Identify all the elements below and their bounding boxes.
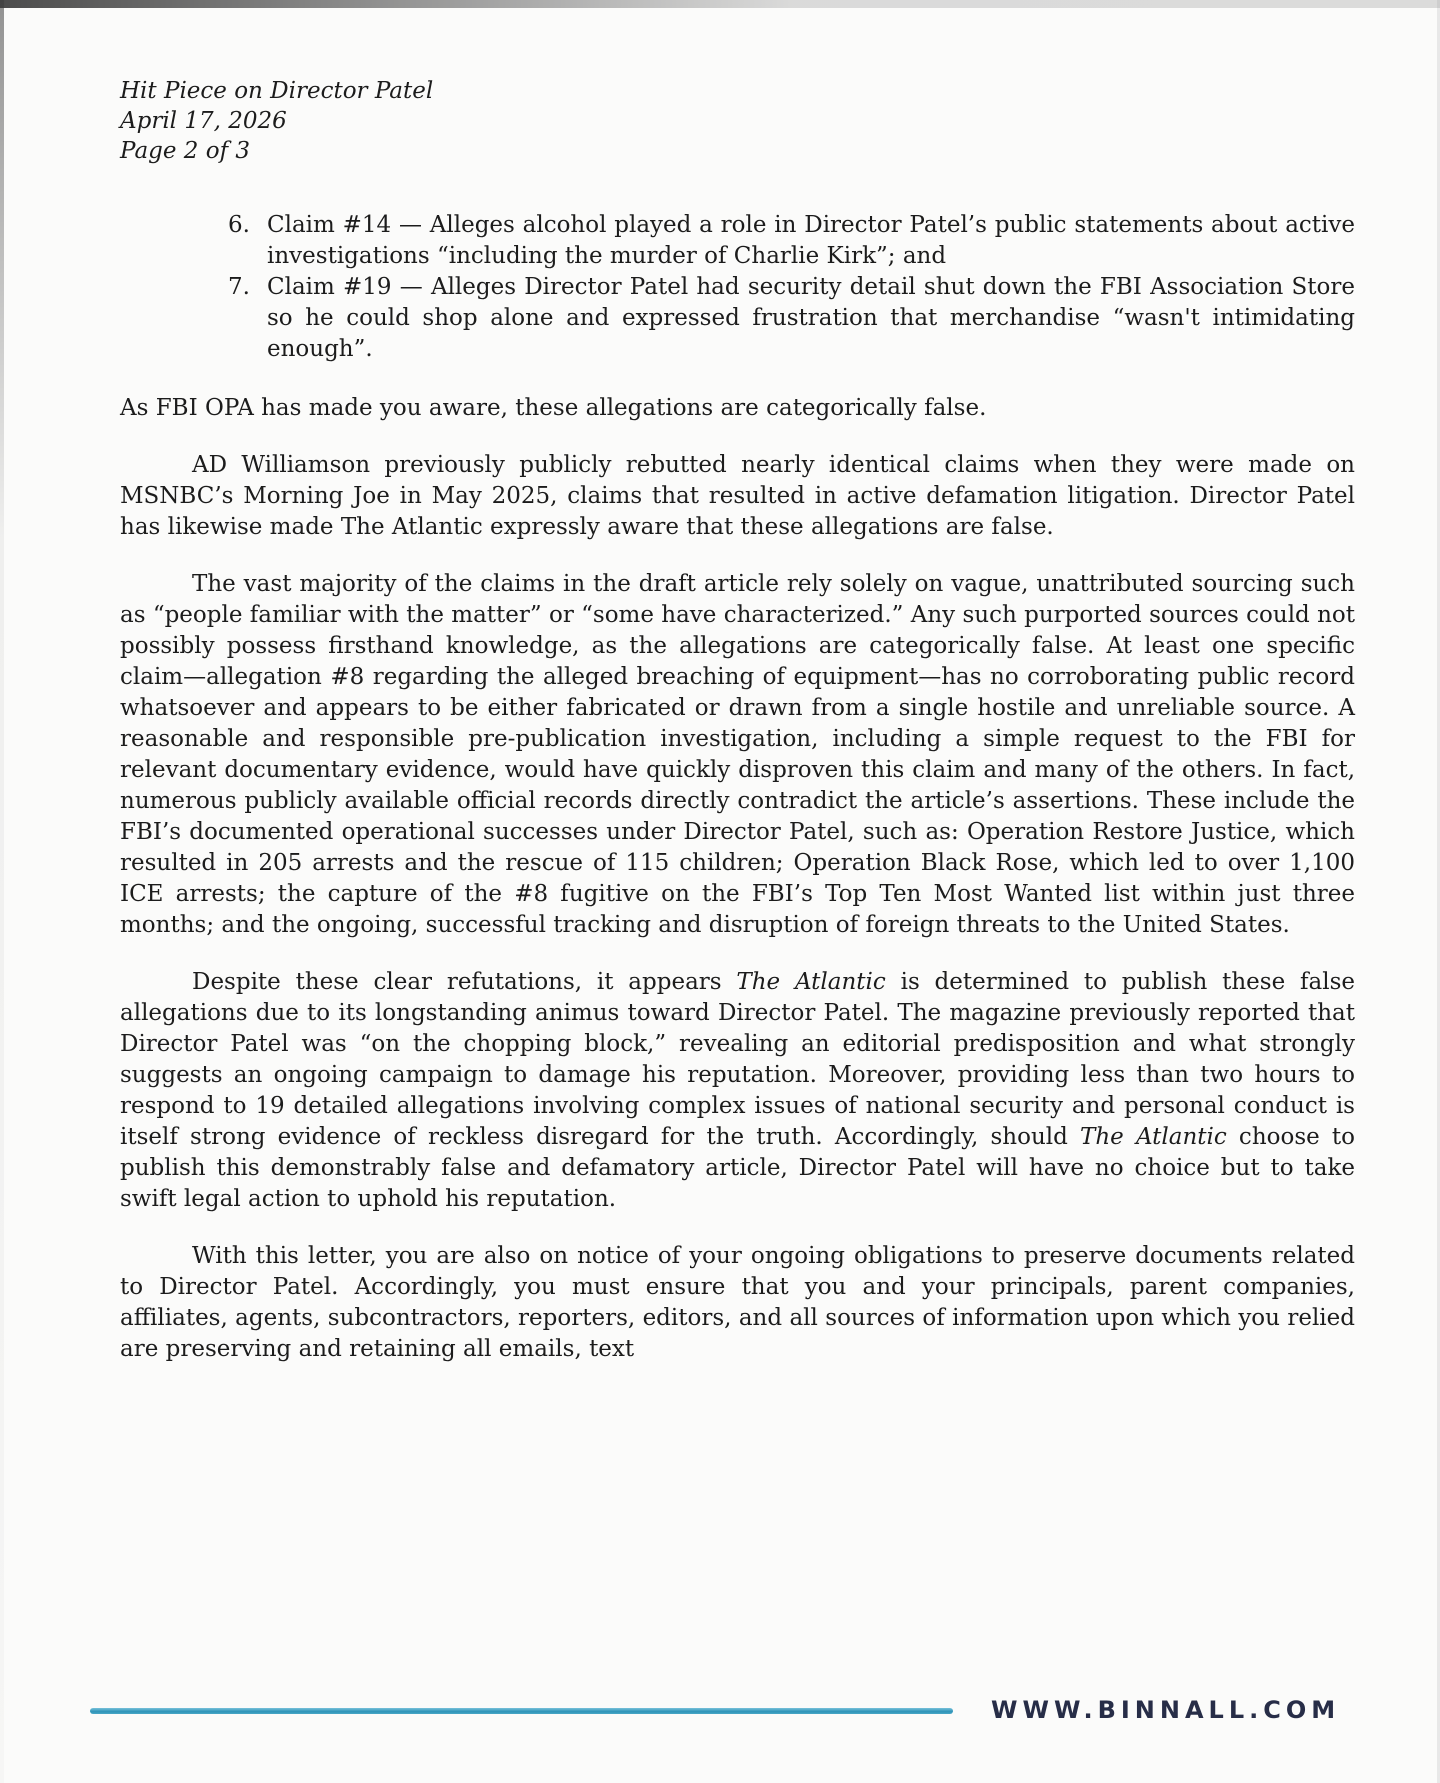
claim-item xyxy=(228,210,1355,272)
paragraphs xyxy=(120,393,1355,1365)
paragraph-text: AD Williamson previously publicly rebutted nearly identical claims when they were made on MSNBC’s Morning Joe in May 2025, claims that resulted in active defamation litigation. Director Patel has likewise made The Atlantic expressly aware that these allegations are false. xyxy=(120,452,1355,540)
paragraph-text: choose to publish this demonstrably false and defamatory article, Director Patel will have no choice but to take swift legal action to uphold his reputation. xyxy=(120,1124,1355,1212)
page-footer xyxy=(0,1693,1440,1737)
publication-name-italic: The Atlantic xyxy=(736,969,886,995)
paragraph xyxy=(120,569,1355,941)
letter-page xyxy=(120,76,1355,1391)
paragraph-text: The vast majority of the claims in the draft article rely solely on vague, unattributed sourcing such as “people familiar with the matter” or “some have characterized.” Any such purported sources could not possibly possess firsthand knowledge, as the allegations are categorically false. At least one specific claim—allegation #8 regarding the alleged breaching of equipment—has no corroborating public record whatsoever and appears to be either fabricated or drawn from a single hostile and unreliable source. A reasonable and responsible pre-publication investigation, including a simple request to the FBI for relevant documentary evidence, would have quickly disproven this claim and many of the others. In fact, numerous publicly available official records directly contradict the article’s assertions. These include the FBI’s documented operational successes under Director Patel, such as: Operation Restore Justice, which resulted in 205 arrests and the rescue of 115 children; Operation Black Rose, which led to over 1,100 ICE arrests; the capture of the #8 fugitive on the FBI’s Top Ten Most Wanted list within just three months; and the ongoing, successful tracking and disruption of foreign threats to the United States. xyxy=(120,571,1355,938)
paragraph xyxy=(120,450,1355,543)
footer-website-url: WWW.BINNALL.COM xyxy=(991,1696,1341,1724)
header-page-number: Page 2 of 3 xyxy=(120,138,251,164)
paragraph xyxy=(120,393,1355,424)
claims-list xyxy=(120,210,1355,365)
paragraph xyxy=(120,967,1355,1215)
paragraph xyxy=(120,1241,1355,1365)
paragraph-text: Despite these clear refutations, it appears xyxy=(192,969,737,995)
claim-text: Claim #19 — Alleges Director Patel had security detail shut down the FBI Association Store so he could shop alone and expressed frustration that merchandise “wasn't intimidating enough”. xyxy=(267,274,1355,362)
claim-text: Claim #14 — Alleges alcohol played a role in Director Patel’s public statements about active investigations “including the murder of Charlie Kirk”; and xyxy=(267,212,1355,269)
publication-name-italic: The Atlantic xyxy=(1080,1124,1227,1150)
claim-number: 7. xyxy=(228,274,250,300)
document-header xyxy=(120,76,1355,166)
page-left-edge-shadow xyxy=(0,0,4,1783)
header-date: April 17, 2026 xyxy=(120,108,287,134)
page-top-edge-shadow xyxy=(0,0,1440,8)
footer-accent-rule xyxy=(90,1708,953,1714)
claim-item xyxy=(228,272,1355,365)
paragraph-text: As FBI OPA has made you aware, these allegations are categorically false. xyxy=(120,395,987,421)
header-subject: Hit Piece on Director Patel xyxy=(120,78,434,104)
claim-number: 6. xyxy=(228,212,250,238)
paragraph-text: is determined to publish these false allegations due to its longstanding animus toward Director Patel. The magazine previously reported that Director Patel was “on the chopping block,” revealing an editorial predisposition and what strongly suggests an ongoing campaign to damage his reputation. Moreover, providing less than two hours to respond to 19 detailed allegations involving complex issues of national security and personal conduct is itself strong evidence of reckless disregard for the truth. Accordingly, should xyxy=(120,969,1356,1150)
paragraph-text: With this letter, you are also on notice of your ongoing obligations to preserve documents related to Director Patel. Accordingly, you must ensure that you and your principals, parent companies, affiliates, agents, subcontractors, reporters, editors, and all sources of information upon which you relied are preserving and retaining all emails, text xyxy=(120,1243,1355,1362)
